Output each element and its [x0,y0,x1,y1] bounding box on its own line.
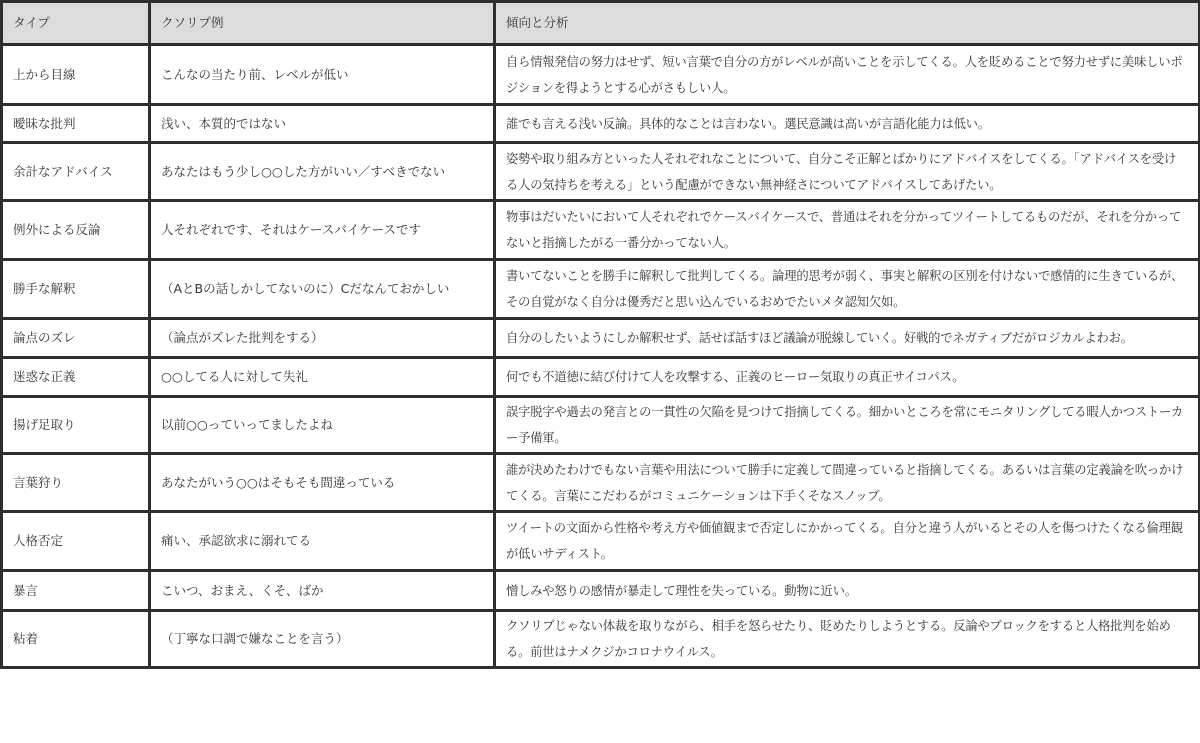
header-row [2,2,1200,45]
table-row [2,358,1200,397]
header-example: クソリプ例 [150,2,495,45]
header-type: タイプ [2,2,150,45]
table-row [2,454,1200,512]
analysis-cell: クソリプじゃない体裁を取りながら、相手を怒らせたり、貶めたりしようとする。反論やブロックをすると人格批判を始める。前世はナメクジかコロナウイルス。 [495,611,1200,668]
type-cell: 曖昧な批判 [2,105,150,143]
analysis-cell: 姿勢や取り組み方といった人それぞれなことについて、自分こそ正解とばかりにアドバイスをしてくる。「アドバイスを受ける人の気持ちを考える」という配慮ができない無神経さについてアドバイスしてあげたい。 [495,143,1200,201]
type-cell: 余計なアドバイス [2,143,150,201]
analysis-cell: 誤字脱字や過去の発言との一貫性の欠陥を見つけて指摘してくる。細かいところを常にモニタリングしてる暇人かつストーカー予備軍。 [495,397,1200,454]
example-cell: あなたはもう少し○○した方がいい／すべきでない [150,143,495,201]
analysis-cell: ツイートの文面から性格や考え方や価値観まで否定しにかかってくる。自分と違う人がいるとその人を傷つけたくなる倫理観が低いサディスト。 [495,512,1200,571]
table-body [2,45,1200,668]
table-row [2,201,1200,260]
analysis-cell: 自ら情報発信の努力はせず、短い言葉で自分の方がレベルが高いことを示してくる。人を貶めることで努力せずに美味しいポジションを得ようとする心がさもしい人。 [495,45,1200,105]
table-row [2,611,1200,668]
example-cell: 痛い、承認欲求に溺れてる [150,512,495,571]
header-analysis: 傾向と分析 [495,2,1200,45]
example-cell: こんなの当たり前、レベルが低い [150,45,495,105]
analysis-cell: 憎しみや怒りの感情が暴走して理性を失っている。動物に近い。 [495,571,1200,611]
type-cell: 例外による反論 [2,201,150,260]
table-row [2,571,1200,611]
analysis-cell: 自分のしたいようにしか解釈せず、話せば話すほど議論が脱線していく。好戦的でネガティブだがロジカルよわお。 [495,319,1200,358]
example-cell: 浅い、本質的ではない [150,105,495,143]
table-row [2,319,1200,358]
example-cell: 以前○○っていってましたよね [150,397,495,454]
example-cell: あなたがいう○○はそもそも間違っている [150,454,495,512]
table-row [2,260,1200,319]
analysis-cell: 書いてないことを勝手に解釈して批判してくる。論理的思考が弱く、事実と解釈の区別を付けないで感情的に生きているが、その自覚がなく自分は優秀だと思い込んでいるおめでたいメタ認知欠如。 [495,260,1200,319]
example-cell: 人それぞれです、それはケースバイケースです [150,201,495,260]
analysis-cell: 誰が決めたわけでもない言葉や用法について勝手に定義して間違っていると指摘してくる。あるいは言葉の定義論を吹っかけてくる。言葉にこだわるがコミュニケーションは下手くそなスノッブ。 [495,454,1200,512]
analysis-cell: 誰でも言える浅い反論。具体的なことは言わない。選民意識は高いが言語化能力は低い。 [495,105,1200,143]
type-cell: 言葉狩り [2,454,150,512]
table-row [2,45,1200,105]
example-cell: ○○してる人に対して失礼 [150,358,495,397]
analysis-cell: 物事はだいたいにおいて人それぞれでケースバイケースで、普通はそれを分かってツイートしてるものだが、それを分かってないと指摘したがる一番分かってない人。 [495,201,1200,260]
table-row [2,397,1200,454]
example-cell: こいつ、おまえ、くそ、ばか [150,571,495,611]
type-cell: 論点のズレ [2,319,150,358]
type-cell: 揚げ足取り [2,397,150,454]
type-cell: 人格否定 [2,512,150,571]
example-cell: （AとBの話しかしてないのに）Cだなんておかしい [150,260,495,319]
type-cell: 勝手な解釈 [2,260,150,319]
type-cell: 暴言 [2,571,150,611]
table-row [2,512,1200,571]
table-row [2,143,1200,201]
analysis-cell: 何でも不道徳に結び付けて人を攻撃する、正義のヒーロー気取りの真正サイコパス。 [495,358,1200,397]
type-cell: 粘着 [2,611,150,668]
example-cell: （丁寧な口調で嫌なことを言う） [150,611,495,668]
type-cell: 迷惑な正義 [2,358,150,397]
table-row [2,105,1200,143]
type-cell: 上から目線 [2,45,150,105]
example-cell: （論点がズレた批判をする） [150,319,495,358]
